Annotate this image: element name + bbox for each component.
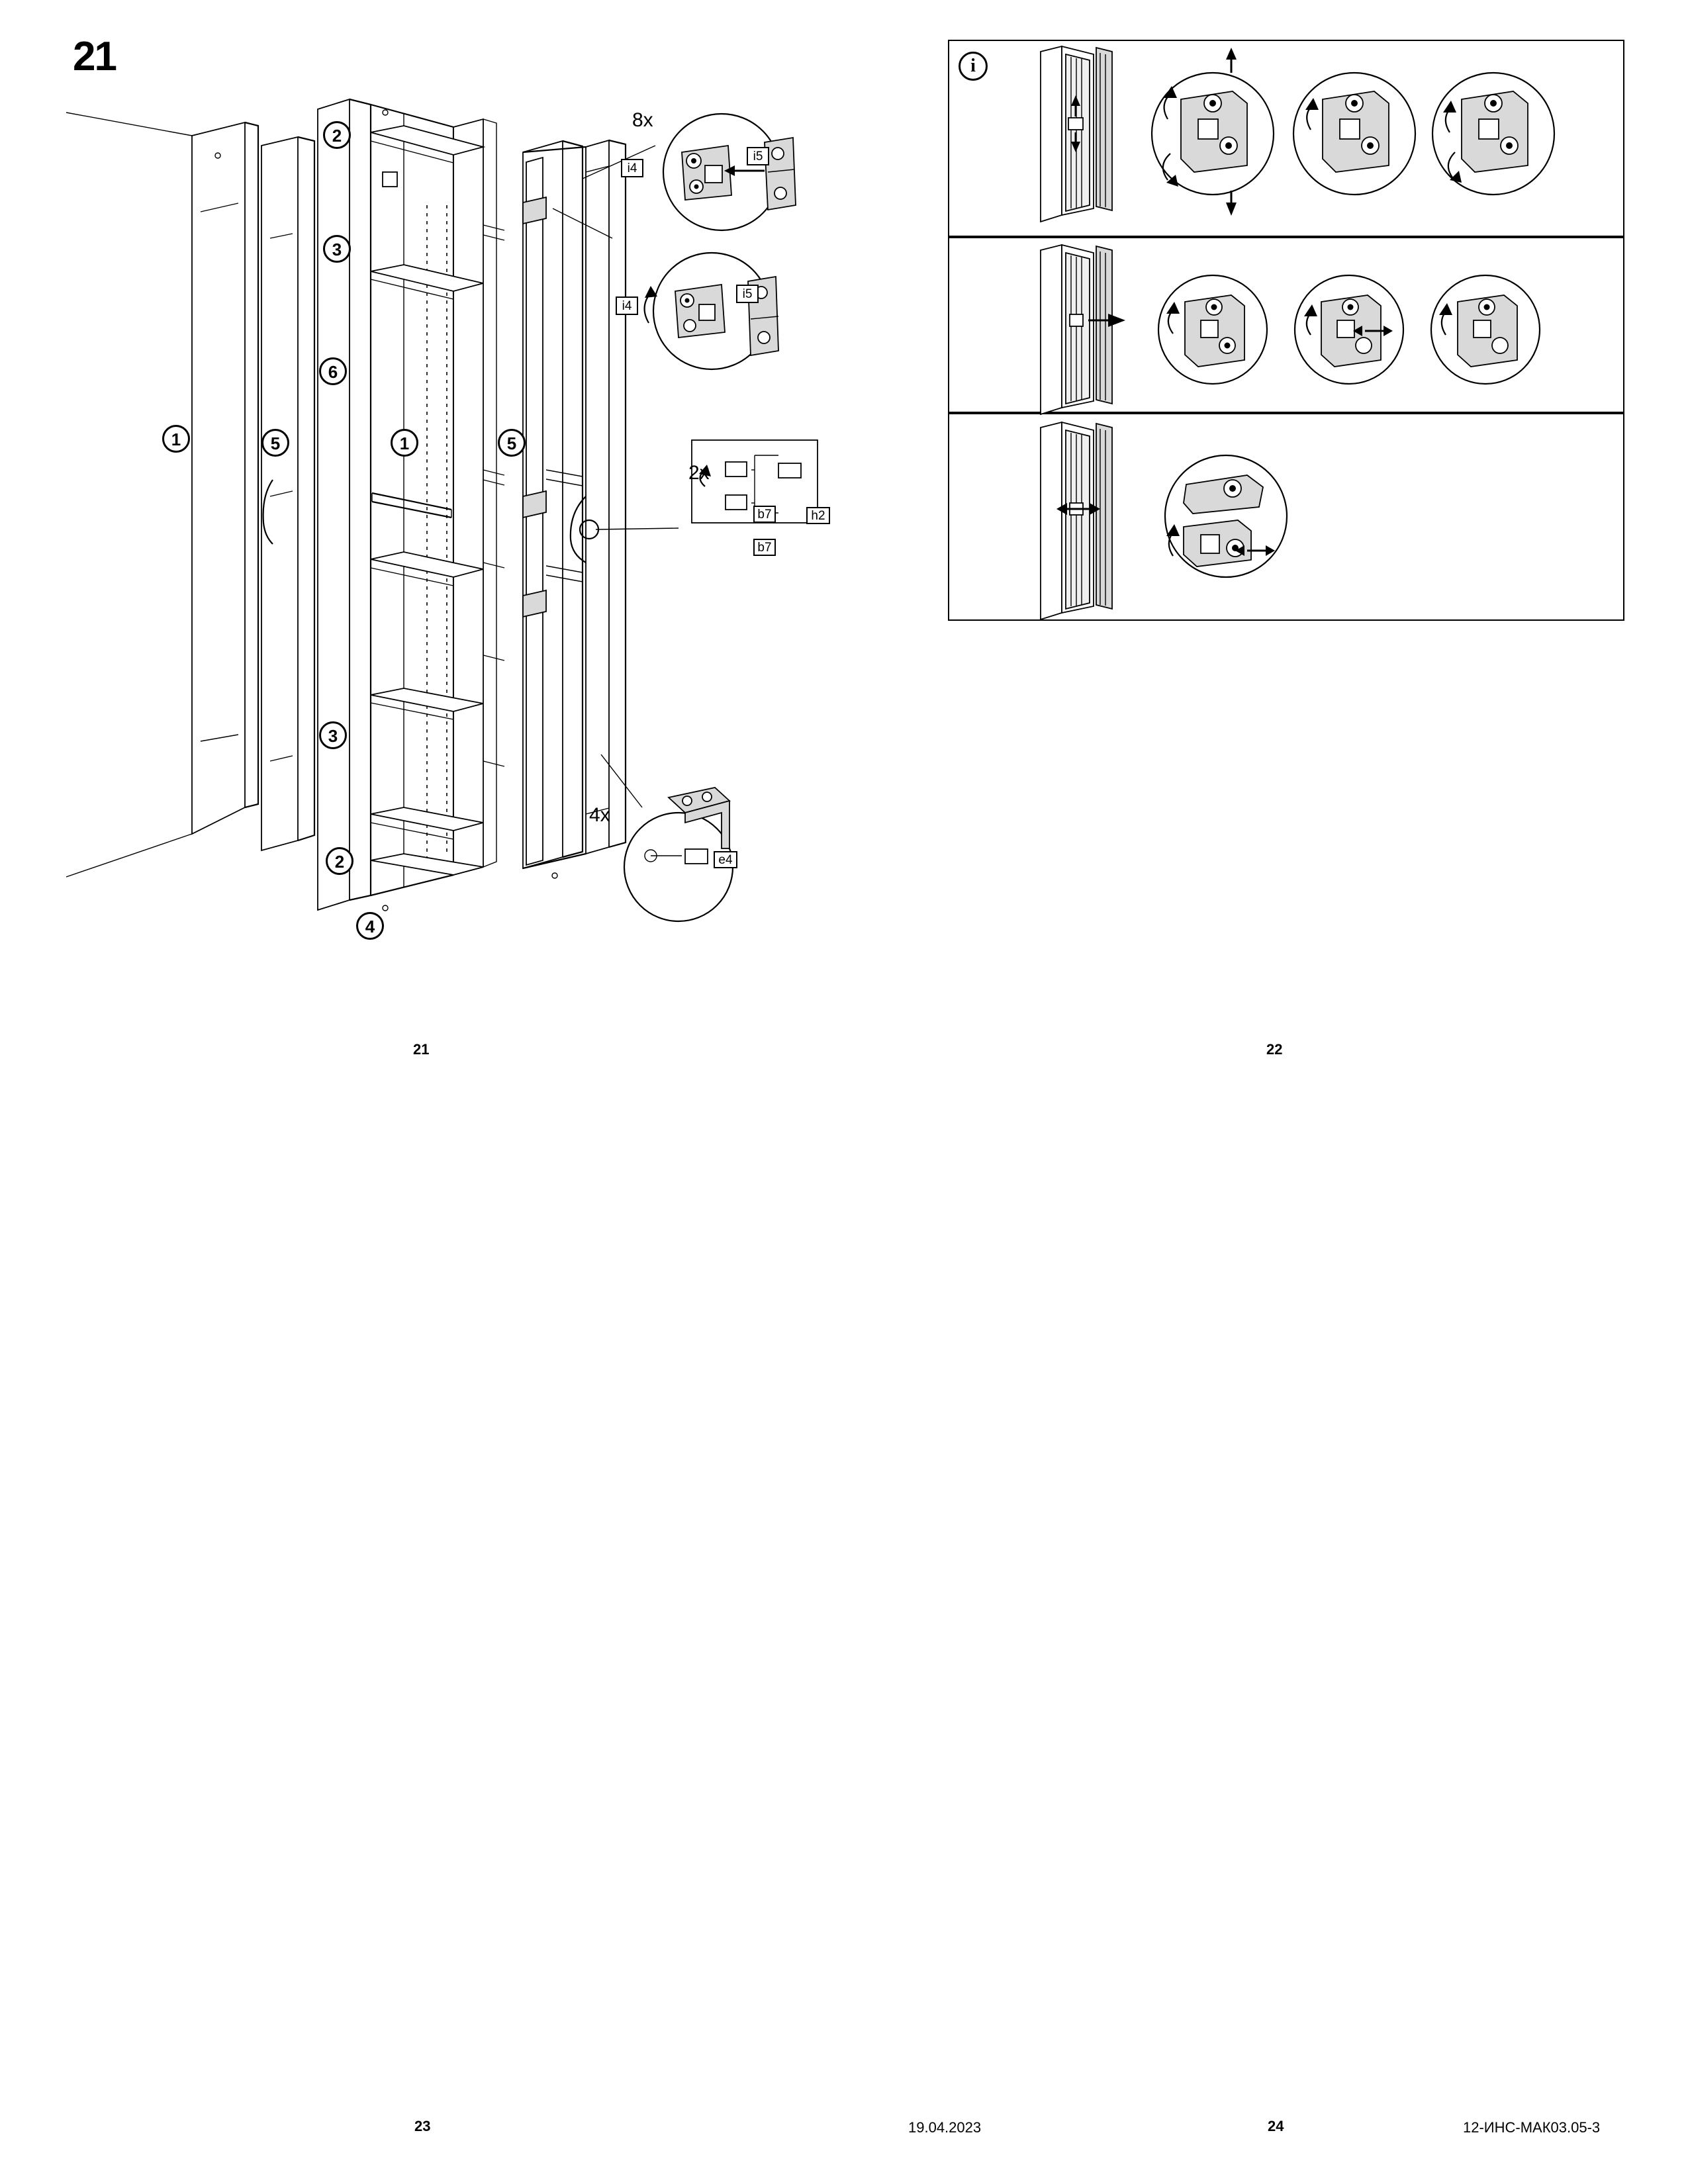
left-diagram-caption: 21: [413, 1041, 430, 1058]
footer-date: 19.04.2023: [908, 2119, 982, 2136]
callout-5-left: 5: [261, 429, 289, 457]
bracket-qty-label: 4x: [589, 804, 610, 826]
callout-1-center: 1: [391, 429, 418, 457]
part-i4-second: i4: [616, 296, 638, 315]
part-i5-second: i5: [736, 285, 759, 303]
info-icon: i: [959, 52, 988, 81]
footer-right-page-number: 24: [1268, 2118, 1284, 2134]
part-i4-top: i4: [621, 159, 643, 177]
part-h2-handle: h2: [806, 507, 830, 524]
part-e4-bracket: e4: [714, 851, 737, 868]
handle-qty-label: 2x: [688, 462, 710, 484]
footer-left-page-number: 23: [414, 2118, 431, 2134]
footer-document-code: 12-ИНС-МАК03.05-3: [1463, 2119, 1601, 2136]
callout-2-bottom: 2: [326, 847, 353, 875]
hinge-qty-label: 8x: [632, 109, 653, 131]
callout-3-upper: 3: [323, 235, 351, 263]
callout-6: 6: [319, 357, 347, 385]
callout-3-lower: 3: [319, 721, 347, 749]
wardrobe-exploded-diagram: [60, 73, 841, 1013]
door-adjustment-diagram: [948, 40, 1624, 622]
callout-5-right: 5: [498, 429, 526, 457]
part-i5-top: i5: [747, 147, 769, 165]
part-b7-top: b7: [753, 506, 776, 523]
callout-4: 4: [356, 912, 384, 940]
step-number: 21: [73, 34, 116, 79]
callout-2-top: 2: [323, 121, 351, 149]
right-diagram-caption: 22: [1266, 1041, 1283, 1058]
part-b7-bottom: b7: [753, 539, 776, 556]
callout-1-left: 1: [162, 425, 190, 453]
